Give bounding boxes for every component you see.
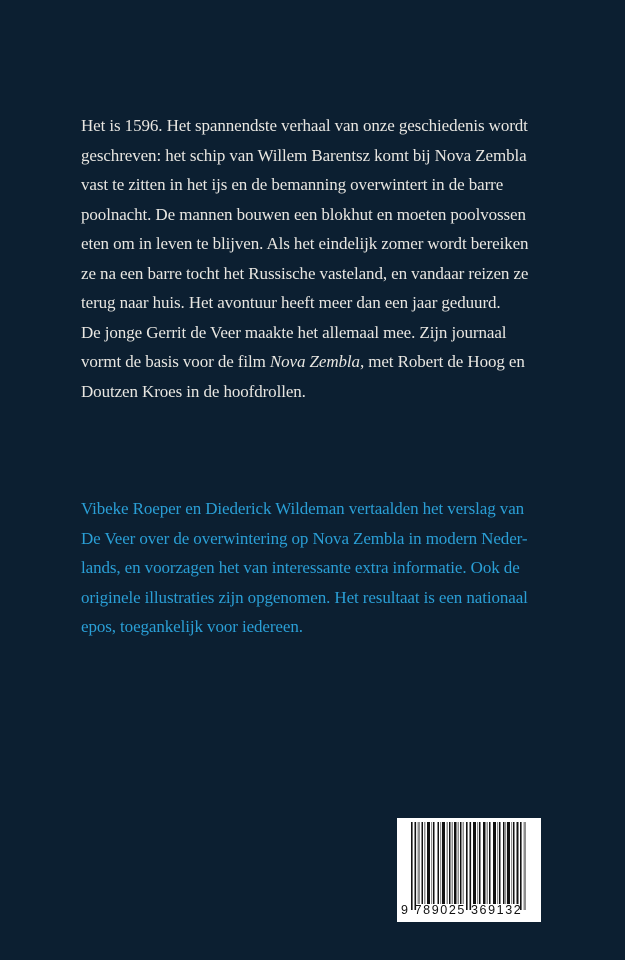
blurb-line: vast te zitten in het ijs en de bemanning overwintert in de barre — [81, 175, 504, 194]
blurb-line: terug naar huis. Het avontuur heeft meer dan een jaar geduurd. — [81, 293, 501, 312]
blurb-line: ze na een barre tocht het Russische vasteland, en vandaar reizen ze — [81, 263, 529, 283]
note-line: lands, en voorzagen het van interessante extra informatie. Ook de — [81, 558, 520, 577]
blurb-line: eten om in leven te blijven. Als het eindelijk zomer wordt bereiken — [81, 234, 529, 253]
blurb-line: Het is 1596. Het spannendste verhaal van onze geschiedenis wordt — [81, 116, 528, 135]
note-line: epos, toegankelijk voor iedereen. — [81, 617, 303, 636]
blurb-line: Doutzen Kroes in de hoofdrollen. — [81, 381, 306, 401]
blurb-line: geschreven: het schip van Willem Barentsz komt bij Nova Zembla — [81, 145, 527, 165]
blurb-line: De jonge Gerrit de Veer maakte het allemaal mee. Zijn journaal — [81, 322, 507, 342]
blurb-line: poolnacht. De mannen bouwen een blokhut en moeten poolvossen — [81, 204, 526, 224]
isbn-barcode — [397, 818, 541, 922]
blurb-line-film — [81, 347, 551, 377]
blurb-text: vormt de basis voor de film — [81, 352, 270, 371]
note-line: De Veer over de overwintering op Nova Zembla in modern Neder- — [81, 528, 528, 548]
translators-note-paragraph — [81, 494, 551, 642]
isbn-number: 9 789025 369132 — [401, 903, 523, 917]
blurb-text: , met Robert de Hoog en — [359, 352, 525, 371]
blurb-paragraph — [81, 111, 551, 406]
note-line: Vibeke Roeper en Diederick Wildeman vertaalden het verslag van — [81, 499, 525, 518]
film-title: Nova Zembla — [269, 352, 360, 371]
note-line: originele illustraties zijn opgenomen. Het resultaat is een nationaal — [81, 587, 528, 607]
